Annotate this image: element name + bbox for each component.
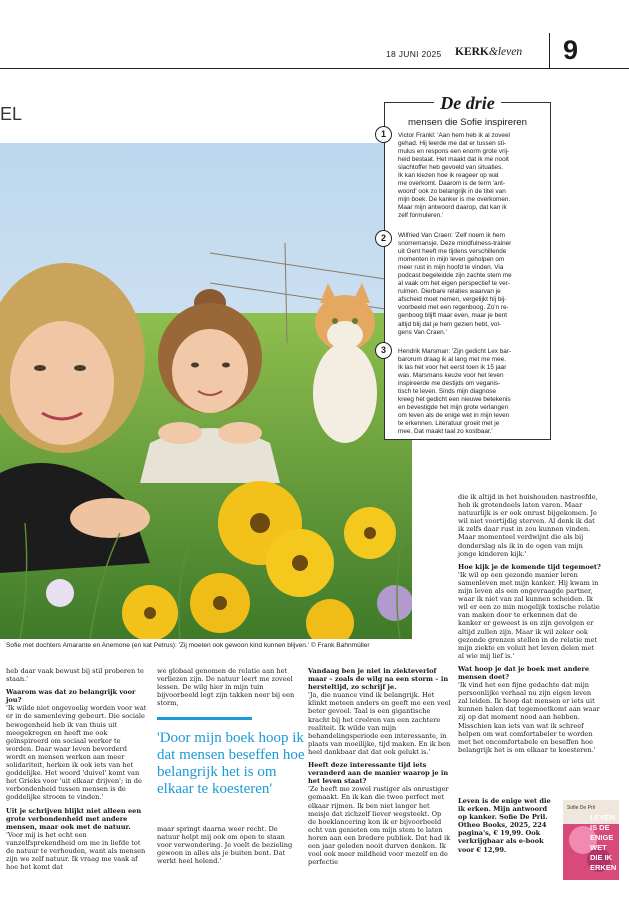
paragraph: 'Ja, die nuance vind ik belangrijk. Het klinkt meteen anders en geeft me een veel beter gevoel. Taal is een gigantische kracht bij het creëren van een zachtere realiteit. Ik wilde van mijn behandelingsperiode een interessante, in plaats van moeilijke, tijd maken. En ik ben heel dankbaar dat dat ook gelukt is.': [308, 691, 451, 756]
interview-question: Vandaag ben je niet in ziekteverlof maar – zoals de wilg na een storm – in hersteltijd, zo schrijf je.: [308, 667, 449, 692]
paragraph: we globaal genomen de relatie aan het verliezen zijn. De natuur leert me zoveel lessen. De wilg hier in mijn tuin bijvoorbeeld legt zijn takken neer bij een storm,: [157, 667, 295, 708]
article-column-1: [6, 667, 147, 871]
book-title-line: LEVEN: [590, 813, 616, 822]
headline-fragment: EL: [0, 104, 23, 124]
sidebar-number-badge: 1: [375, 126, 392, 143]
article-column-4: [458, 493, 601, 754]
photo-caption: Sofie met dochters Amarante en Anemone (en kat Petrus): 'Zij moeten ook gewoon kind kunnen blijven.' © Frank Bahnmüller: [6, 642, 370, 649]
sidebar-item-3: Hendrik Marsman: 'Zijn gedicht Lex bar- barorum draag ik al lang met me mee. Ik las het voor het eerst toen ik 15 jaar was. Marsmans keuze voor het leven inspireerde me destijds om veganis- tisch te leven. Sinds mijn diagnose kreeg het gedicht een nieuwe betekenis en bevestigde het mijn grote verlangen om leven als de enige wet in mijn leven te erkennen. Literatuur groeit met je mee. Dat maakt taal zo kostbaar.': [398, 348, 512, 436]
interview-question: Hoe kijk je de komende tijd tegemoet?: [458, 562, 601, 571]
paragraph: maar springt daarna weer recht. De natuur helpt mij ook om open te staan voor verwondering. Je voelt de bezieling gewoon in alles als je buiten bent. Dat werkt heel helend.': [157, 825, 293, 866]
brand-main: KERK: [455, 46, 489, 58]
book-title-line: ERKEN: [590, 863, 617, 872]
header-divider: [549, 33, 550, 69]
issue-date: 18 JUNI 2025: [386, 49, 442, 59]
book-title-line: ENIGE: [590, 833, 614, 842]
book-cover-image: [563, 800, 619, 880]
book-title-line: IS DE: [590, 823, 610, 832]
interview-question: Wat hoop je dat je boek met andere mensen doet?: [458, 664, 590, 681]
brand-tail: leven: [497, 46, 523, 58]
paragraph: 'Ze heeft me zowel rustiger als onrustiger gemaakt. En ik kan die twee perfect met elkaar rijmen. Ik ben niet langer het meisje dat zichzelf liever wegsteekt. Op de boeklancering kon ik er bijvoorbeeld echt van genieten om mijn stem te laten horen aan een bredere publiek. Dat had ik een jaar geleden nooit durven denken. Ik voel ook meer mildheid voor mezelf en de perfectie: [308, 785, 451, 867]
paragraph: 'Ik wil op een gezonde manier leren samenleven met mijn kanker. Hij kwam in mijn leven als een ongevraagde partner, waar ik niet van zal kunnen scheiden. Ik wil er een zo min mogelijk toxische relatie van maken door te erkennen dat de kanker er geweest is en zijn gevolgen er altijd zullen zijn. Maar ik wil zeker ook gezonde grenzen stellen in de relatie met mijn ziekte en voluit het leven delen met al wie mij lief is.': [458, 570, 600, 660]
paragraph: 'Ik vind het een fijne gedachte dat mijn persoonlijke verhaal nu zijn eigen leven zal leiden. Ik hoop dat mensen er iets uit kunnen halen dat tegemoetkomt aan waar zij op dat moment nood aan hebben. Misschien kan iets van wat ik schreef helpen om wat comfortabeler te worden met het oncomfortabele en beseffen hoe belangrijk het is om elkaar te koesteren.': [458, 681, 600, 754]
pull-quote-rule: [157, 717, 252, 720]
section-brand: [455, 46, 522, 58]
feature-photo: [0, 143, 412, 639]
book-author: Sofie De Pril: [567, 805, 595, 811]
sidebar-number-badge: 3: [375, 342, 392, 359]
sidebar-item-1: Victor Frankl: 'Aan hem heb ik al zoveel gehad. Hij leerde me dat er tussen sti- mulus en respons een enorm grote vrij- heid bestaat. Het maakt dat ik me nooit slachtoffer heb gevoeld van situaties. Ik kan kiezen hoe ik reageer op wat me overkomt. Daarom is de term 'ant- woord' ook zo belangrijk in de titel van mijn boek. De kanker is me overkomen. Maar mijn antwoord daarop, dat kan ik zelf formuleren.': [398, 132, 511, 220]
page-number: 9: [563, 35, 579, 65]
paragraph: die ik altijd in het huishouden nastreefde, heb ik grotendeels laten varen. Maar natuurlijk is er ook onrust bijgekomen. Je wil niet voortijdig sterven. Al denk ik dat ik zelfs daar rust in zou kunnen vinden. Maar momenteel verdwijnt die als bij donderslag als ik in de ogen van mijn jonge kinderen kijk.': [458, 493, 598, 558]
pull-quote: 'Door mijn boek hoop ik dat mensen beseffen hoe belangrijk het is om elkaar te koesteren': [157, 730, 305, 797]
book-title-line: WET: [590, 843, 607, 852]
interview-question: Waarom was dat zo belangrijk voor jou?: [6, 688, 136, 705]
article-column-3: [308, 667, 451, 866]
header-rule: [0, 68, 629, 69]
interview-question: Uit je schrijven blijkt niet alleen een grote verbondenheid met andere mensen, maar ook met de natuur.: [6, 806, 142, 831]
article-column-2-bottom: [157, 825, 300, 865]
paragraph: 'Voor mij is het echt een vanzelfsprekendheid om me in liefde tot de natuur te verhouden, want als mensen zijn we zelf natuur. Ik vraag me vaak af hoe het komt dat: [6, 830, 146, 872]
interview-question: Heeft deze interessante tijd iets veranderd aan de manier waarop je in het leven staat?: [308, 761, 449, 786]
article-column-2-top: [157, 667, 300, 707]
sidebar-number-badge: 2: [375, 230, 392, 247]
paragraph: 'Ik wilde niet ongevoelig worden voor wat er in de samenleving gebeurt. Die sociale bewogenheid heb ik van thuis uit meegekregen en heeft me ook geïnspireerd om sociaal werker te worden. Daar waar leven bevorderd wordt en mensen werken aan meer solidariteit, herken ik ook iets van het goddelijke. Het woord 'duivel' komt van het Grieks voor 'uit elkaar drijven'; in de verbondenheid tussen mensen is de goddelijke stroom te vinden.': [6, 704, 147, 802]
sidebar-subtitle: mensen die Sofie inspireren: [408, 117, 527, 128]
brand-amp: &: [488, 46, 498, 58]
paragraph: heb daar vaak bewust bij stil proberen te staan.': [6, 667, 144, 684]
sidebar-item-2: Wilfried Van Craen: 'Zelf noem ik hem snorremansje. Deze mindfulness-trainer uit Gent heeft me tijdens verschillende momenten in mijn leven geholpen om meer rust in mijn hoofd te vinden. Via podcast begeleidde zijn zachte stem me al vaak om het eigen perspectief te ver- ruimen. Dierbare relaties waarvan je afscheid moet nemen, vergelijkt hij bij- voorbeeld met een regenboog. Zo'n re- genboog blijft maar even, maar je bent altijd blij dat je hem gezien hebt, vol- gens Van Craen.': [398, 232, 512, 336]
book-title-line: DIE IK: [590, 853, 613, 862]
photo-illustration: [0, 143, 412, 639]
book-cover: [563, 800, 619, 880]
sidebar-title: De drie: [384, 93, 551, 114]
book-info: Leven is de enige wet die ik erken. Mijn antwoord op kanker. Sofie De Pril. Otheo Books, 2025, 224 pagina's, € 19,99. Ook verkrijgbaar als e-book voor € 12,99.: [458, 797, 551, 854]
